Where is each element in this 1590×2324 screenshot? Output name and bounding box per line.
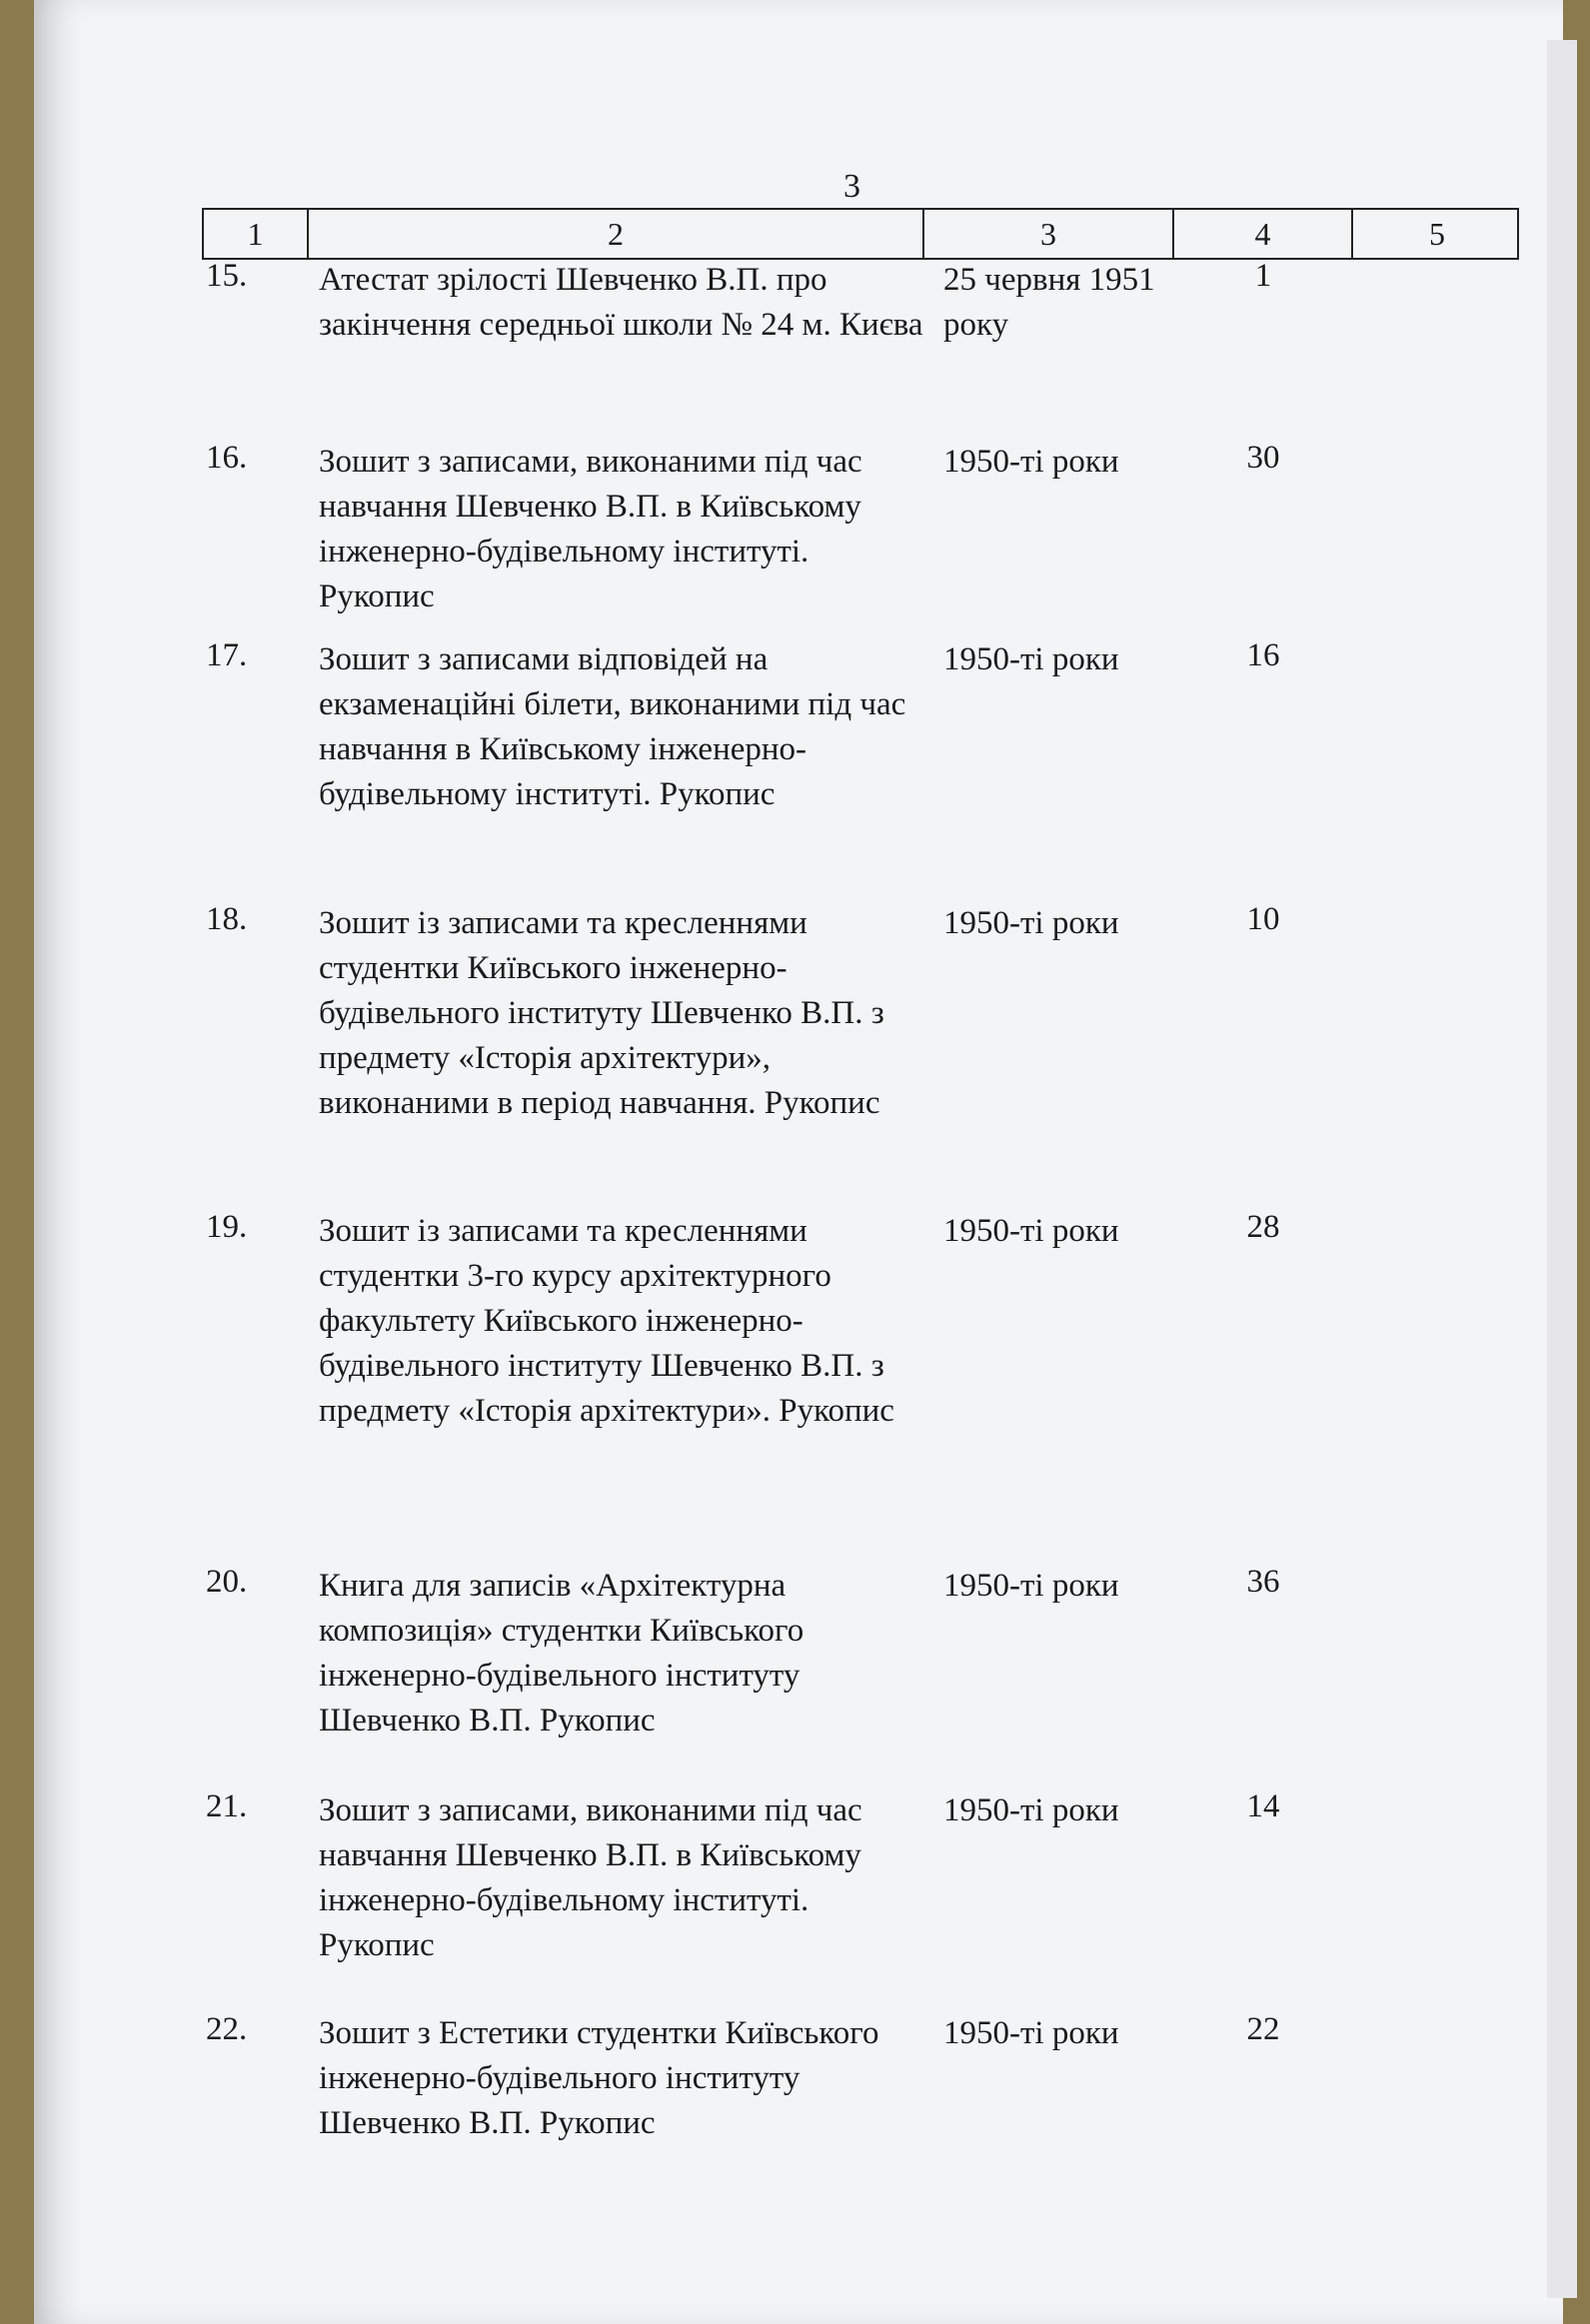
entry-description: Зошит з Естетики студентки Київського інженерно-будівельного інституту Шевченко В.П. Рукопис	[319, 2015, 879, 2141]
entry-description: Зошит із записами та кресленнями студентки 3-го курсу архітектурного факультету Київського інженерно-будівельного інституту Шевченко В.П. з предмету «Історія архітектури». Рукопис	[319, 1213, 894, 1429]
entry-pages: 14	[1246, 1788, 1280, 1824]
entry-date: 1950-ті роки	[943, 641, 1119, 677]
entry-number: 22.	[206, 2011, 248, 2047]
entry-description: Зошит з записами, виконаними під час навчання Шевченко В.П. в Київському інженерно-будівельному інституті. Рукопис	[319, 444, 862, 614]
entry-description: Атестат зрілості Шевченко В.П. про закінчення середньої школи № 24 м. Києва	[319, 262, 923, 343]
entry-number: 17.	[206, 637, 248, 673]
header-col-3: 3	[924, 210, 1174, 258]
entry-number: 20.	[206, 1564, 248, 1600]
page-number: 3	[843, 168, 860, 205]
entry-date: 25 червня 1951 року	[943, 262, 1155, 343]
entry-pages: 22	[1246, 2011, 1280, 2047]
header-col-1: 1	[204, 210, 309, 258]
entry-description: Зошит з записами, виконаними під час навчання Шевченко В.П. в Київському інженерно-будівельному інституті. Рукопис	[319, 1792, 862, 1963]
entry-number: 19.	[206, 1209, 248, 1245]
header-col-4: 4	[1174, 210, 1353, 258]
entry-date: 1950-ті роки	[943, 1568, 1119, 1604]
entry-date: 1950-ті роки	[943, 905, 1119, 941]
table-header	[202, 208, 1519, 260]
entry-date: 1950-ті роки	[943, 1792, 1119, 1828]
entry-pages: 16	[1246, 637, 1280, 673]
entry-date: 1950-ті роки	[943, 1213, 1119, 1249]
entry-pages: 10	[1246, 901, 1280, 937]
entry-description: Книга для записів «Архітектурна композиція» студентки Київського інженерно-будівельного інституту Шевченко В.П. Рукопис	[319, 1568, 804, 1739]
page-edge	[1547, 40, 1577, 2298]
entry-pages: 30	[1246, 440, 1280, 476]
entry-date: 1950-ті роки	[943, 2015, 1119, 2051]
entry-pages: 1	[1254, 258, 1272, 294]
header-col-5: 5	[1429, 216, 1445, 252]
header-col-2: 2	[309, 210, 924, 258]
entry-date: 1950-ті роки	[943, 444, 1119, 480]
entry-number: 21.	[206, 1788, 248, 1824]
entry-pages: 28	[1246, 1209, 1280, 1245]
entry-description: Зошит із записами та кресленнями студентки Київського інженерно-будівельного інституту Шевченко В.П. з предмету «Історія архітектури», виконаними в період навчання. Рукопис	[319, 905, 884, 1121]
entry-number: 18.	[206, 901, 248, 937]
entry-number: 16.	[206, 440, 248, 476]
entry-description: Зошит з записами відповідей на екзаменаційні білети, виконаними під час навчання в Київському інженерно-будівельному інституті. Рукопис	[319, 641, 906, 812]
document-page	[34, 0, 1563, 2324]
entry-number: 15.	[206, 258, 248, 294]
entry-pages: 36	[1246, 1564, 1280, 1600]
